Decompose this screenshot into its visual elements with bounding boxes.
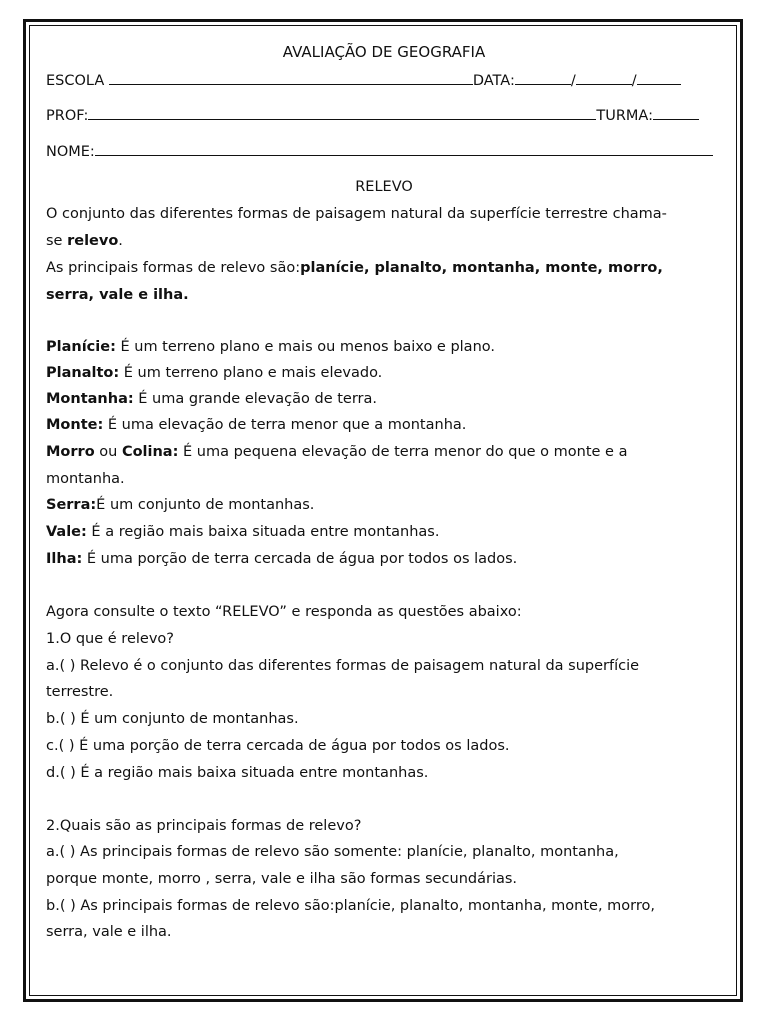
nome-field[interactable] — [95, 142, 713, 156]
q1-option-a-cont: terrestre. — [46, 684, 114, 700]
def-montanha: Montanha: É uma grande elevação de terra. — [46, 391, 378, 407]
def-planicie: Planície: É um terreno plano e mais ou menos baixo e plano. — [46, 339, 495, 355]
nome-label: NOME: — [46, 144, 95, 160]
date-day-field[interactable] — [515, 71, 571, 85]
turma-field[interactable] — [653, 106, 699, 120]
q2-option-a-cont: porque monte, morro , serra, vale e ilha são formas secundárias. — [46, 871, 518, 887]
prof-label: PROF: — [46, 108, 89, 124]
q2-option-b-cont: serra, vale e ilha. — [46, 924, 172, 940]
q1-option-c[interactable]: c.( ) É uma porção de terra cercada de água por todos os lados. — [46, 738, 510, 754]
page-title: AVALIAÇÃO DE GEOGRAFIA — [282, 43, 486, 61]
prof-row — [46, 106, 699, 125]
escola-label: ESCOLA — [46, 73, 105, 89]
question-1: 1.O que é relevo? — [46, 631, 174, 647]
escola-field[interactable] — [109, 71, 473, 85]
q2-option-a[interactable]: a.( ) As principais formas de relevo são somente: planície, planalto, montanha, — [46, 844, 619, 860]
escola-row — [46, 71, 681, 90]
def-planalto: Planalto: É um terreno plano e mais elevado. — [46, 365, 383, 381]
date-year-field[interactable] — [637, 71, 681, 85]
turma-label: TURMA: — [596, 108, 653, 124]
data-label: DATA: — [472, 73, 515, 89]
intro-line-1: O conjunto das diferentes formas de paisagem natural da superfície terrestre chama- — [46, 206, 667, 222]
intro-line-2: se relevo. — [46, 233, 123, 249]
q1-option-b[interactable]: b.( ) É um conjunto de montanhas. — [46, 711, 299, 727]
q1-option-d[interactable]: d.( ) É a região mais baixa situada entre montanhas. — [46, 765, 429, 781]
def-serra: Serra:É um conjunto de montanhas. — [46, 497, 315, 513]
prof-field[interactable] — [88, 106, 596, 120]
q1-option-a[interactable]: a.( ) Relevo é o conjunto das diferentes formas de paisagem natural da superfície — [46, 658, 640, 674]
def-monte: Monte: É uma elevação de terra menor que a montanha. — [46, 417, 467, 433]
def-morro: Morro ou Colina: É uma pequena elevação de terra menor do que o monte e a — [46, 444, 628, 460]
intro-line-3: As principais formas de relevo são:planície, planalto, montanha, monte, morro, — [46, 260, 663, 276]
q2-option-b[interactable]: b.( ) As principais formas de relevo são:planície, planalto, montanha, monte, morro, — [46, 898, 656, 914]
intro-line-4: serra, vale e ilha. — [46, 287, 189, 303]
term-relevo: relevo — [67, 233, 119, 249]
instruction: Agora consulte o texto “RELEVO” e responda as questões abaixo: — [46, 604, 522, 620]
nome-row — [46, 142, 713, 161]
date-sep-1: / — [570, 73, 576, 89]
question-2: 2.Quais são as principais formas de relevo? — [46, 818, 362, 834]
section-heading: RELEVO — [355, 179, 413, 195]
date-sep-2: / — [631, 73, 637, 89]
def-morro-cont: montanha. — [46, 471, 125, 487]
def-vale: Vale: É a região mais baixa situada entre montanhas. — [46, 524, 440, 540]
date-month-field[interactable] — [576, 71, 632, 85]
def-ilha: Ilha: É uma porção de terra cercada de água por todos os lados. — [46, 551, 518, 567]
